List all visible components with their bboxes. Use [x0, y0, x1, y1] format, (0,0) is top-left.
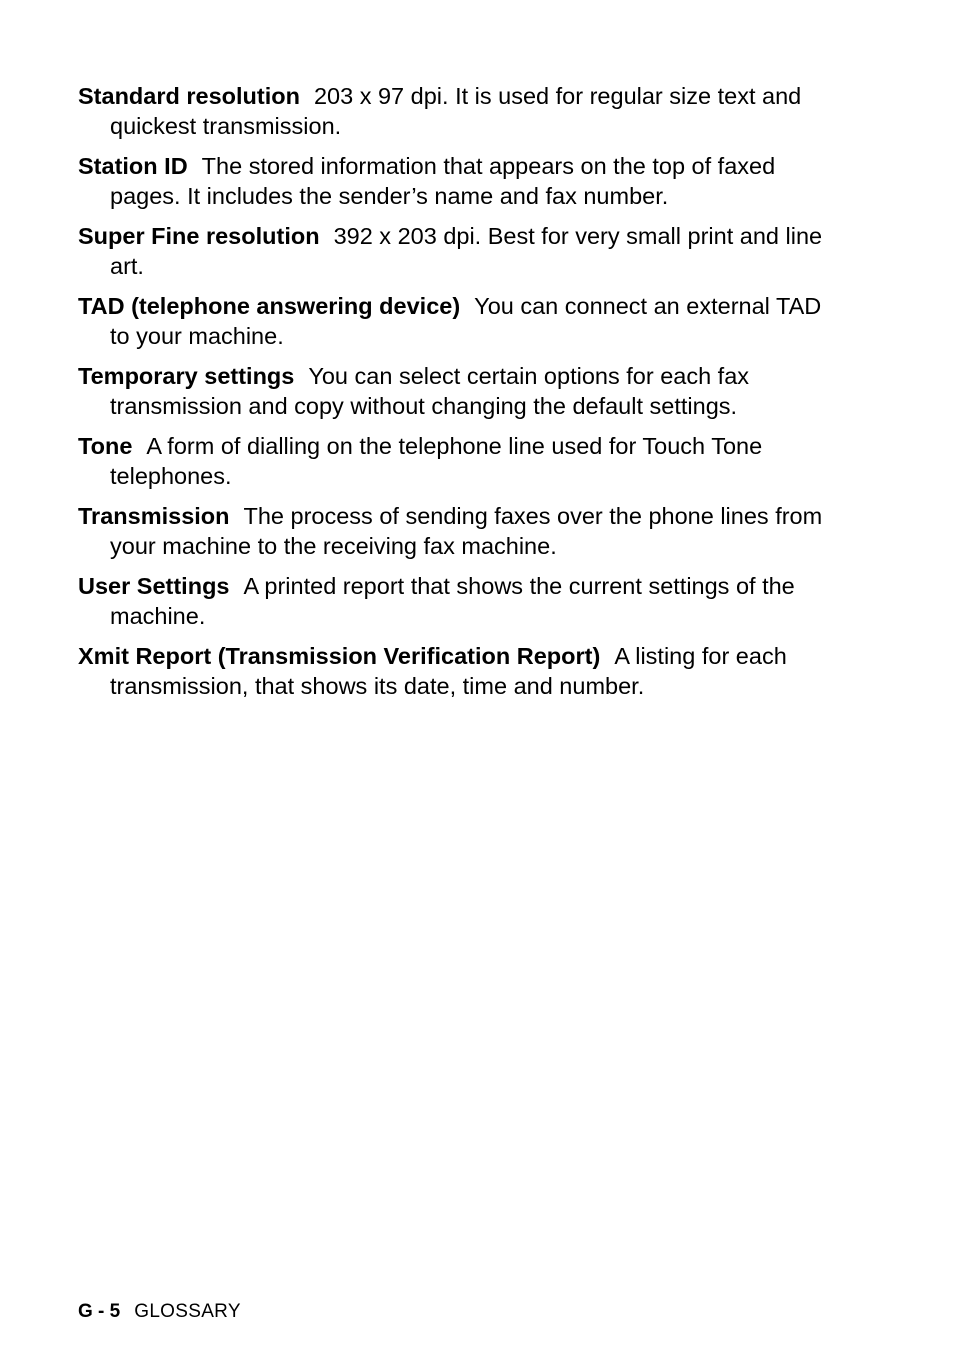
glossary-definition: A listing for each transmission, that shows its date, time and number.	[110, 643, 787, 699]
glossary-definition: 392 x 203 dpi. Best for very small print and line art.	[110, 223, 823, 279]
glossary-entry-super-fine-resolution	[78, 222, 838, 281]
glossary-definition: The process of sending faxes over the phone lines from your machine to the receiving fax machine.	[110, 503, 823, 559]
glossary-term: Transmission	[78, 503, 230, 529]
glossary-entry-tad	[78, 292, 838, 351]
glossary-definition: The stored information that appears on the top of faxed pages. It includes the sender’s name and fax number.	[110, 153, 776, 209]
glossary-entry-transmission	[78, 502, 838, 561]
glossary-term: Station ID	[78, 153, 188, 179]
glossary-term: Super Fine resolution	[78, 223, 320, 249]
glossary-definition: A printed report that shows the current settings of the machine.	[110, 573, 795, 629]
glossary-term: Temporary settings	[78, 363, 295, 389]
glossary-term: Standard resolution	[78, 83, 300, 109]
glossary-definition: You can select certain options for each fax transmission and copy without changing the default settings.	[110, 363, 750, 419]
glossary-entry-temporary-settings	[78, 362, 838, 421]
glossary-term: TAD (telephone answering device)	[78, 293, 461, 319]
glossary-definition: A form of dialling on the telephone line used for Touch Tone telephones.	[110, 433, 763, 489]
glossary-definition: 203 x 97 dpi. It is used for regular size text and quickest transmission.	[110, 83, 802, 139]
glossary-entry-user-settings	[78, 572, 838, 631]
glossary-term: Tone	[78, 433, 133, 459]
page-number: G - 5	[78, 1301, 121, 1322]
glossary-entry-standard-resolution	[78, 82, 838, 141]
glossary-entry-xmit-report	[78, 642, 838, 701]
glossary-term: Xmit Report (Transmission Verification Report)	[78, 643, 601, 669]
glossary-term: User Settings	[78, 573, 230, 599]
page-footer	[78, 1299, 241, 1325]
glossary-definition: You can connect an external TAD to your machine.	[110, 293, 822, 349]
section-name: GLOSSARY	[134, 1301, 241, 1322]
glossary-entry-tone	[78, 432, 838, 491]
glossary-entry-station-id	[78, 152, 838, 211]
glossary-list	[78, 82, 838, 712]
